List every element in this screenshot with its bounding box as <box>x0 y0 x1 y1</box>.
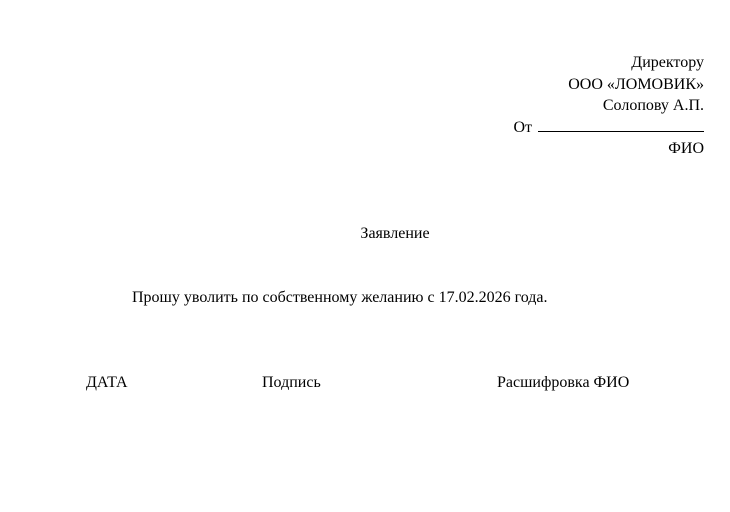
signature-sign: Подпись <box>262 374 321 391</box>
signature-name: Расшифровка ФИО <box>497 374 630 391</box>
document-title: Заявление <box>360 225 430 242</box>
fio-caption: ФИО <box>668 140 704 157</box>
addressee-position: Директору <box>631 54 704 71</box>
signature-date: ДАТА <box>86 374 128 391</box>
addressee-name: Солопову А.П. <box>602 97 704 114</box>
addressee-company: ООО «ЛОМОВИК» <box>568 76 704 93</box>
request-text: Прошу уволить по собственному желанию с 17.02.2026 года. <box>132 289 548 306</box>
from-line <box>513 117 704 138</box>
from-name-blank <box>538 117 704 132</box>
from-label: От <box>513 119 532 136</box>
